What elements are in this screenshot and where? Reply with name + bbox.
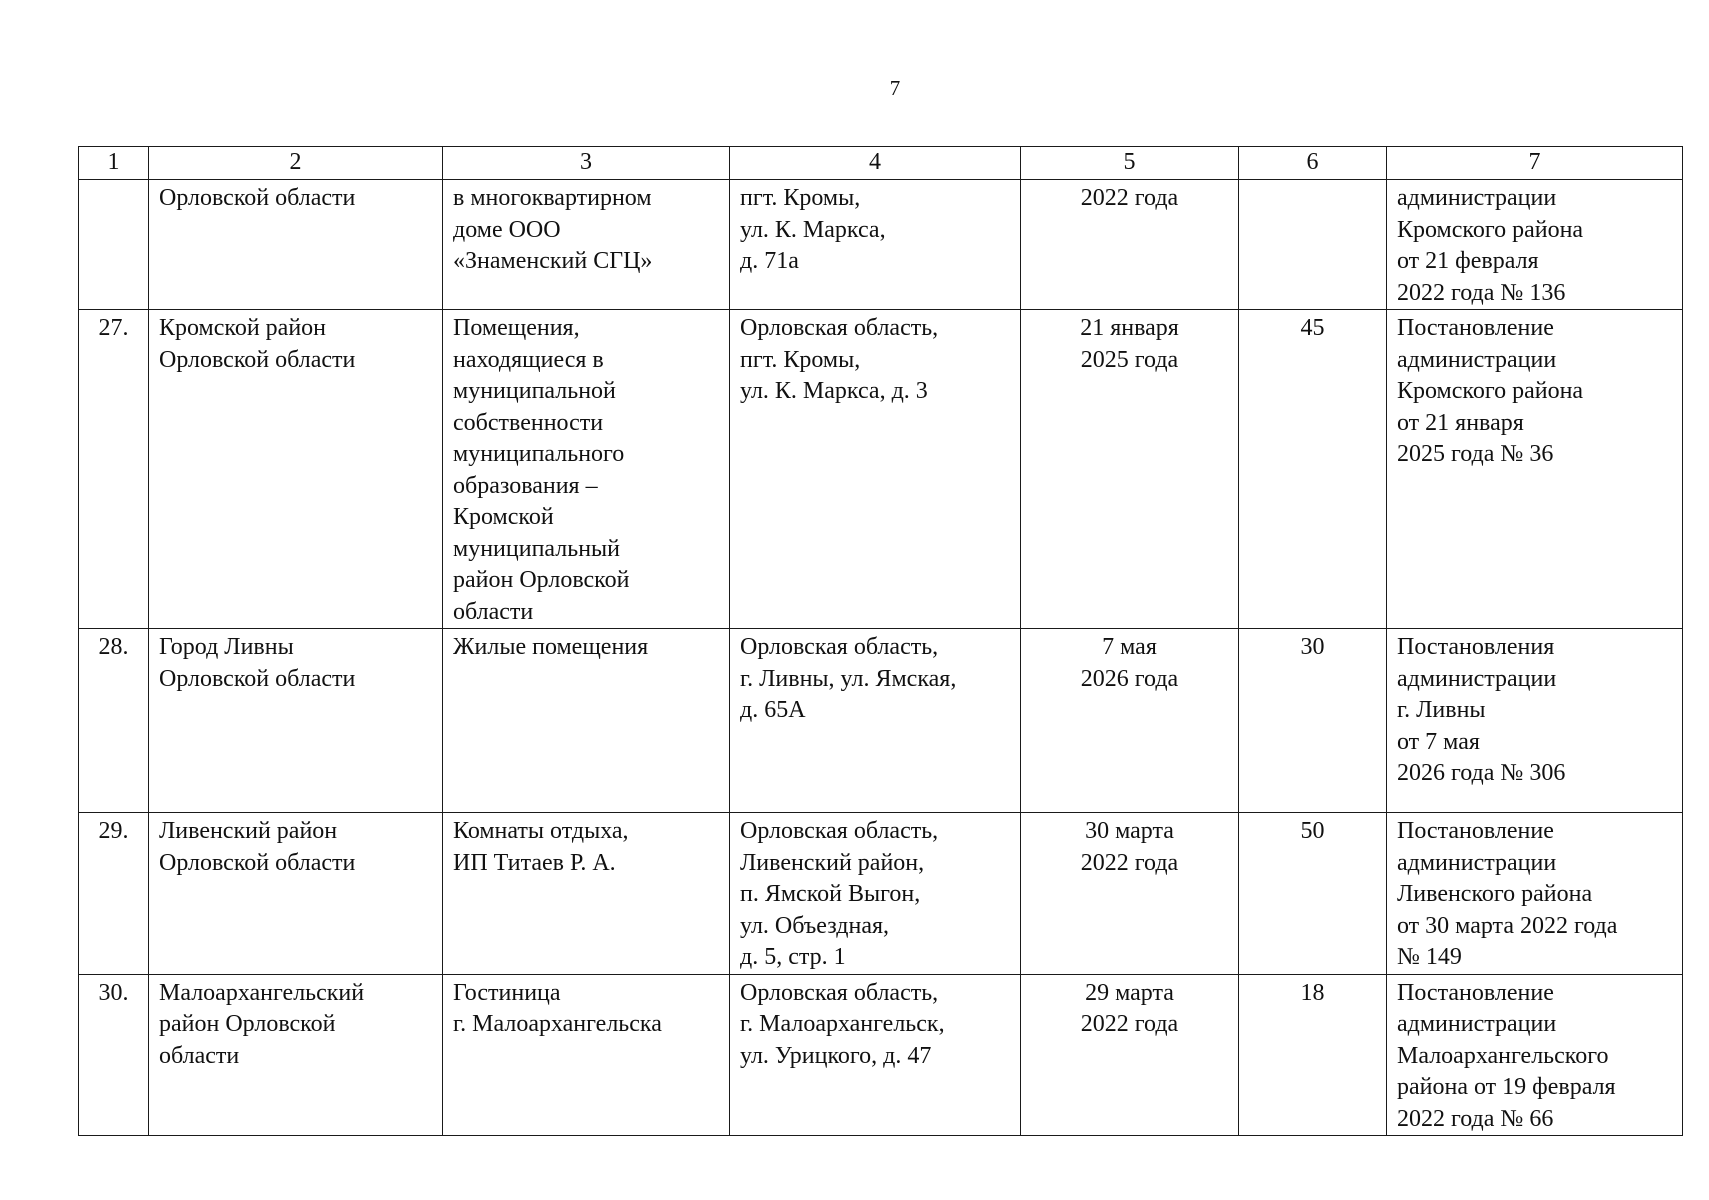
- row-number: 27.: [79, 310, 149, 629]
- count-cell: 30: [1239, 629, 1387, 813]
- document-cell: Постановление администрации Кромского района от 21 января 2025 года № 36: [1387, 310, 1683, 629]
- address-cell: Орловская область, г. Ливны, ул. Ямская, д. 65А: [730, 629, 1021, 813]
- object-cell: Комнаты отдыха, ИП Титаев Р. А.: [443, 813, 730, 975]
- address-cell: Орловская область, Ливенский район, п. Ямской Выгон, ул. Объездная, д. 5, стр. 1: [730, 813, 1021, 975]
- count-cell: 18: [1239, 974, 1387, 1136]
- column-header: 2: [149, 147, 443, 180]
- territory-cell: Орловской области: [149, 180, 443, 310]
- territory-cell: Малоархангельский район Орловской области: [149, 974, 443, 1136]
- count-cell: 50: [1239, 813, 1387, 975]
- column-header: 7: [1387, 147, 1683, 180]
- document-cell: Постановление администрации Ливенского района от 30 марта 2022 года № 149: [1387, 813, 1683, 975]
- column-header: 4: [730, 147, 1021, 180]
- territory-cell: Кромской район Орловской области: [149, 310, 443, 629]
- count-cell: 45: [1239, 310, 1387, 629]
- document-cell: Постановления администрации г. Ливны от 7 мая 2026 года № 306: [1387, 629, 1683, 813]
- page-number: 7: [889, 76, 901, 100]
- column-header: 6: [1239, 147, 1387, 180]
- table-row: [79, 629, 1683, 813]
- date-cell: 2022 года: [1021, 180, 1239, 310]
- object-cell: Жилые помещения: [443, 629, 730, 813]
- row-number: 30.: [79, 974, 149, 1136]
- date-cell: 29 марта 2022 года: [1021, 974, 1239, 1136]
- object-cell: Помещения, находящиеся в муниципальной собственности муниципального образования – Кромской муниципальный район Орловской области: [443, 310, 730, 629]
- table-row: [79, 813, 1683, 975]
- table-header-row: [79, 147, 1683, 180]
- column-header: 3: [443, 147, 730, 180]
- row-number: 28.: [79, 629, 149, 813]
- address-cell: Орловская область, г. Малоархангельск, ул. Урицкого, д. 47: [730, 974, 1021, 1136]
- object-cell: в многоквартирном доме ООО «Знаменский СГЦ»: [443, 180, 730, 310]
- row-number: [79, 180, 149, 310]
- territory-cell: Ливенский район Орловской области: [149, 813, 443, 975]
- date-cell: 7 мая 2026 года: [1021, 629, 1239, 813]
- table-row: [79, 310, 1683, 629]
- table-row: [79, 180, 1683, 310]
- date-cell: 21 января 2025 года: [1021, 310, 1239, 629]
- object-cell: Гостиница г. Малоархангельска: [443, 974, 730, 1136]
- document-cell: Постановление администрации Малоархангельского района от 19 февраля 2022 года № 66: [1387, 974, 1683, 1136]
- registry-table: [78, 146, 1683, 1136]
- territory-cell: Город Ливны Орловской области: [149, 629, 443, 813]
- count-cell: [1239, 180, 1387, 310]
- address-cell: пгт. Кромы, ул. К. Маркса, д. 71а: [730, 180, 1021, 310]
- row-number: 29.: [79, 813, 149, 975]
- table-row: [79, 974, 1683, 1136]
- column-header: 5: [1021, 147, 1239, 180]
- document-cell: администрации Кромского района от 21 февраля 2022 года № 136: [1387, 180, 1683, 310]
- address-cell: Орловская область, пгт. Кромы, ул. К. Маркса, д. 3: [730, 310, 1021, 629]
- column-header: 1: [79, 147, 149, 180]
- date-cell: 30 марта 2022 года: [1021, 813, 1239, 975]
